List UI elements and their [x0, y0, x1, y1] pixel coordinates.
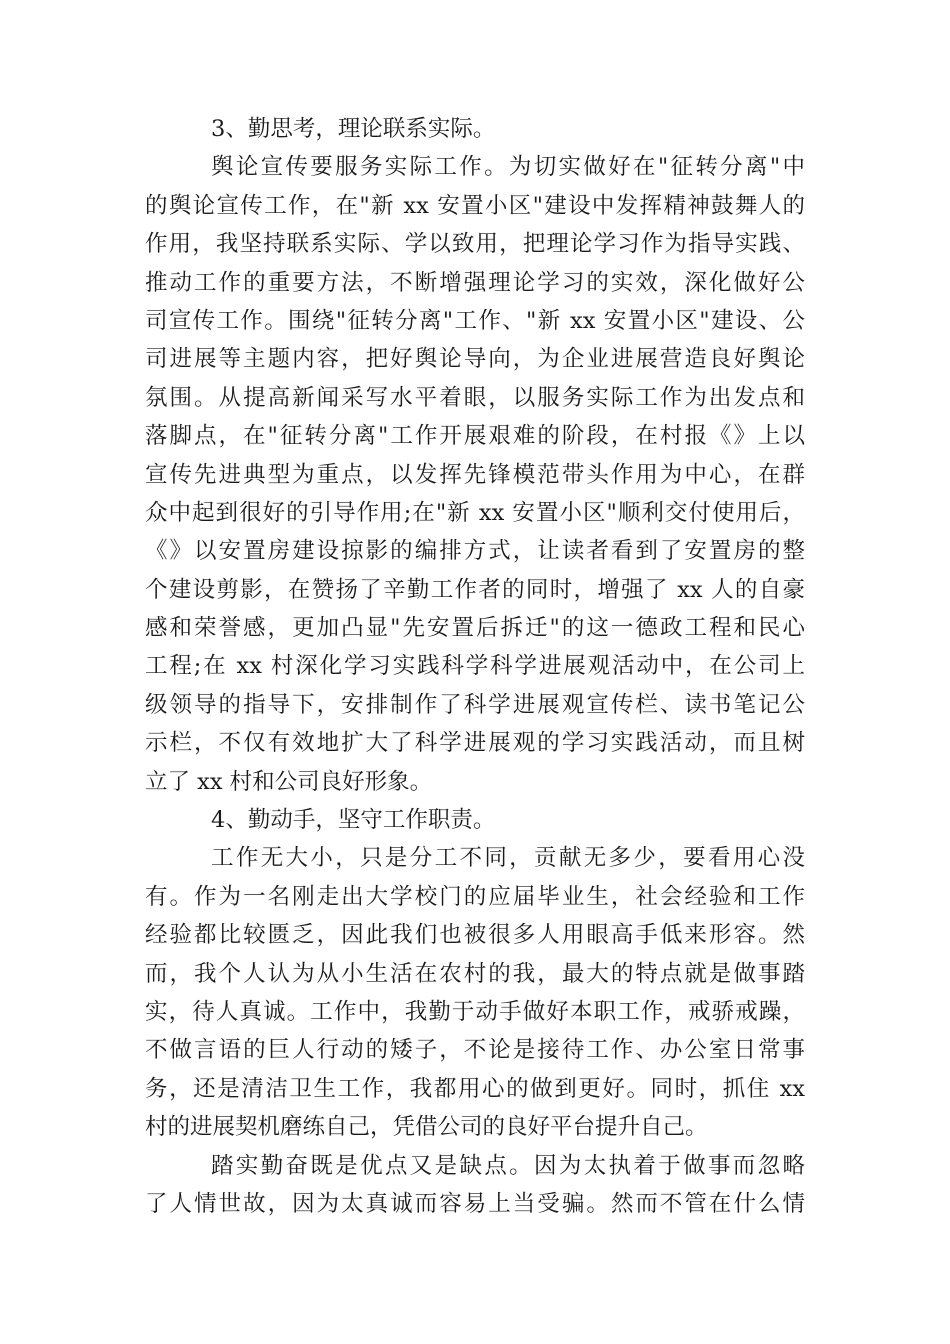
paragraph-line: 个建设剪影，在赞扬了辛勤工作者的同时，增强了 xx 人的自豪 — [145, 576, 805, 603]
paragraph-line: 工作无大小，只是分工不同，贡献无多少，要看用心没 — [211, 845, 805, 872]
paragraph-line: 踏实勤奋既是优点又是缺点。因为太执着于做事而忽略 — [211, 1152, 805, 1179]
document-body — [145, 110, 805, 1223]
paragraph-line: 作用，我坚持联系实际、学以致用，把理论学习作为指导实践、 — [145, 231, 805, 258]
paragraph-line: 司进展等主题内容，把好舆论导向，为企业进展营造良好舆论 — [145, 346, 805, 373]
section-heading-4: 4、勤动手，坚守工作职责。 — [211, 807, 496, 834]
paragraph-line: 立了 xx 村和公司良好形象。 — [145, 768, 433, 795]
paragraph-line: 落脚点，在"征转分离"工作开展艰难的阶段，在村报《》上以 — [145, 423, 805, 450]
paragraph-line: 工程;在 xx 村深化学习实践科学科学进展观活动中，在公司上 — [145, 653, 805, 680]
paragraph-line: 示栏，不仅有效地扩大了科学进展观的学习实践活动，而且树 — [145, 730, 805, 757]
paragraph-line: 实，待人真诚。工作中，我勤于动手做好本职工作，戒骄戒躁， — [145, 998, 805, 1025]
paragraph-line: 司宣传工作。围绕"征转分离"工作、"新 xx 安置小区"建设、公 — [145, 307, 805, 334]
section-heading-3: 3、勤思考，理论联系实际。 — [211, 116, 496, 142]
paragraph-line: 众中起到很好的引导作用;在"新 xx 安置小区"顺利交付使用后， — [145, 499, 805, 526]
paragraph-line: 舆论宣传要服务实际工作。为切实做好在"征转分离"中 — [211, 154, 805, 181]
paragraph-line: 务，还是清洁卫生工作，我都用心的做到更好。同时，抓住 xx — [145, 1075, 805, 1102]
paragraph-line: 而，我个人认为从小生活在农村的我，最大的特点就是做事踏 — [145, 960, 805, 987]
paragraph-line: 感和荣誉感，更加凸显"先安置后拆迁"的这一德政工程和民心 — [145, 615, 805, 642]
paragraph-line: 有。作为一名刚走出大学校门的应届毕业生，社会经验和工作 — [145, 883, 805, 910]
paragraph-line: 村的进展契机磨练自己，凭借公司的良好平台提升自己。 — [145, 1114, 708, 1141]
paragraph-line: 氛围。从提高新闻采写水平着眼，以服务实际工作为出发点和 — [145, 384, 805, 411]
paragraph-line: 宣传先进典型为重点，以发挥先锋模范带头作用为中心，在群 — [145, 461, 805, 488]
paragraph-line: 推动工作的重要方法，不断增强理论学习的实效，深化做好公 — [145, 269, 805, 296]
paragraph-line: 经验都比较匮乏，因此我们也被很多人用眼高手低来形容。然 — [145, 922, 805, 949]
paragraph-line: 的舆论宣传工作，在"新 xx 安置小区"建设中发挥精神鼓舞人的 — [145, 192, 805, 219]
paragraph-line: 不做言语的巨人行动的矮子，不论是接待工作、办公室日常事 — [145, 1037, 805, 1064]
paragraph-line: 《》以安置房建设掠影的编排方式，让读者看到了安置房的整 — [145, 538, 805, 565]
paragraph-line: 级领导的指导下，安排制作了科学进展观宣传栏、读书笔记公 — [145, 691, 805, 718]
paragraph-line: 了人情世故，因为太真诚而容易上当受骗。然而不管在什么情 — [145, 1190, 805, 1217]
